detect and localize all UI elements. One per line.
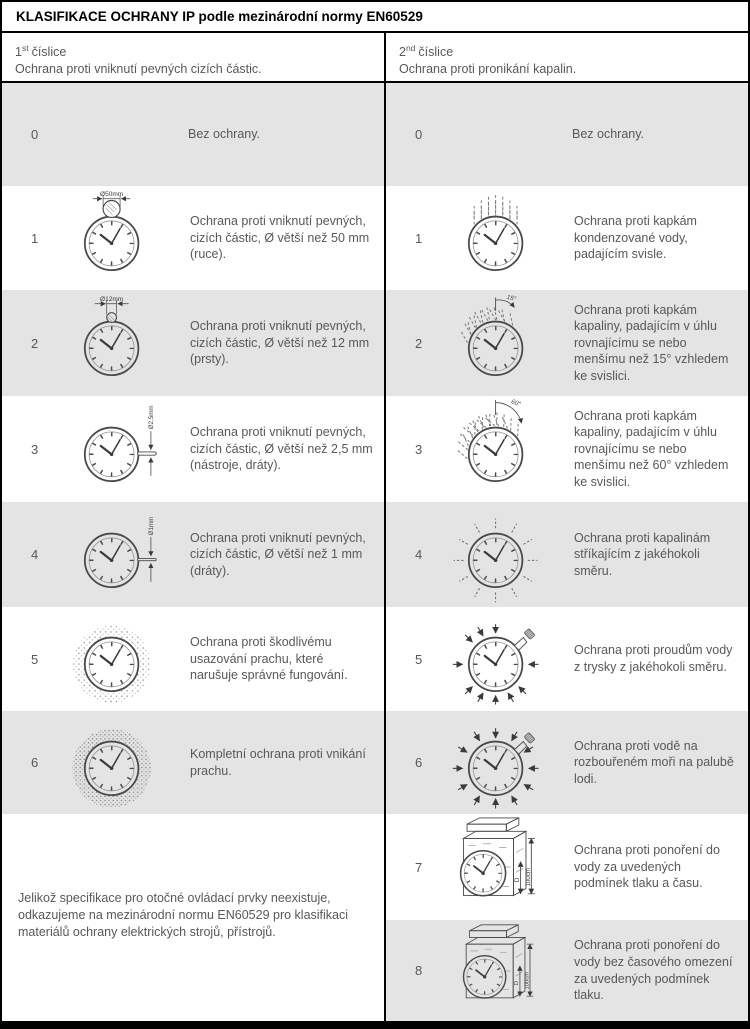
rating-number: 0: [31, 127, 39, 142]
rating-number: 3: [31, 441, 39, 457]
illustration-heavy-seas: [444, 713, 574, 813]
table-row: [2, 502, 384, 607]
clock-knob-icon: [60, 505, 190, 605]
rating-description: Ochrana proti kapkám kondenzované vody, padajícím svisle.: [574, 214, 697, 262]
height-label: 100cm: [524, 867, 532, 887]
clock-knob-icon: [444, 609, 574, 709]
angle-label: 60°: [510, 398, 522, 409]
rating-description: Ochrana proti vodě na rozbouřeném moři na palubě lodi.: [574, 738, 734, 786]
spray-nozzle-icon: [514, 629, 535, 651]
illustration-immersion: [444, 817, 574, 917]
column-subtitle: Ochrana proti pronikání kapalin.: [399, 62, 577, 77]
rating-number: 8: [415, 963, 423, 978]
table-row: [386, 502, 748, 607]
depth-label: D: [513, 877, 521, 883]
rating-description: Ochrana proti vniknutí pevných, cizích částic, Ø větší než 50 mm (ruce).: [190, 214, 370, 262]
table-row: [386, 290, 748, 396]
rating-number: 0: [415, 127, 423, 142]
dimension-label: Ø1mm: [148, 516, 156, 535]
table-row: [386, 396, 748, 502]
rating-description: Ochrana proti škodlivému usazování prachu, které narušuje správné fungování.: [190, 635, 348, 683]
clock-knob-icon: [60, 609, 190, 709]
illustration-vertical-drops: [444, 188, 574, 288]
clock-knob-icon: [444, 713, 574, 813]
test-rod-icon: [138, 452, 157, 455]
rating-description: Ochrana proti vniknutí pevných, cizích částic, Ø větší než 12 mm (prsty).: [190, 319, 370, 367]
table-row: [386, 186, 748, 290]
rating-number: 4: [415, 547, 423, 562]
page-title: KLASIFIKACE OCHRANY IP podle mezinárodní normy EN60529: [2, 2, 748, 33]
rating-description: Bez ochrany.: [188, 127, 261, 142]
table-row: [2, 711, 384, 814]
footnote: Jelikož specifikace pro otočné ovládací prvky neexistuje, odkazujeme na mezinárodní normu EN60529 pro klasifikaci materiálů ochrany elektrických strojů, přístrojů.: [2, 814, 384, 1021]
table-row: [386, 83, 748, 186]
clock-knob-icon: [444, 293, 574, 393]
clock-knob-icon: [60, 713, 190, 813]
rating-description: Ochrana proti ponoření do vody bez časového omezení za uvedených podmínek tlaku.: [574, 938, 733, 1003]
illustration-continuous-immersion: [444, 924, 574, 1018]
table-body: [2, 83, 748, 1021]
illustration-water-jets: [444, 609, 574, 709]
column-liquids: [386, 83, 748, 1021]
dimension-label: Ø12mm: [100, 295, 124, 303]
rating-number: 2: [31, 335, 39, 351]
test-rod-icon: [138, 558, 157, 560]
digit-heading: 2nd číslice: [399, 43, 454, 60]
water-tank-icon: [444, 817, 574, 917]
table-row: [2, 186, 384, 290]
header-second-digit: [386, 33, 748, 81]
rating-number: 1: [31, 230, 39, 246]
rating-description: Ochrana proti kapkám kapaliny, padajícím v úhlu rovnajícímu se nebo menšímu než 15° vzhledem ke svislici.: [574, 302, 729, 383]
rating-description: Ochrana proti proudům vody z trysky z jakéhokoli směru.: [574, 643, 733, 674]
header-first-digit: [2, 33, 386, 81]
rating-description: Ochrana proti ponoření do vody za uvedených podmínek tlaku a času.: [574, 843, 720, 891]
illustration-rod-2-5mm: [60, 399, 190, 499]
angle-label: 15°: [505, 293, 517, 303]
illustration-sphere-12mm: [60, 293, 190, 393]
digit-heading: 1st číslice: [15, 43, 67, 60]
clock-knob-icon: [444, 188, 574, 288]
rating-description: Bez ochrany.: [572, 127, 645, 142]
table-row: [2, 83, 384, 186]
rating-number: 2: [415, 335, 423, 351]
illustration-drops-15deg: [444, 293, 574, 393]
rating-number: 7: [415, 859, 423, 875]
rating-description: Ochrana proti vniknutí pevných, cizích částic, Ø větší než 1 mm (dráty).: [190, 530, 366, 578]
dimension-label: Ø2,5mm: [148, 405, 156, 430]
rating-description: Ochrana proti vniknutí pevných, cizích částic, Ø větší než 2,5 mm (nástroje, dráty).: [190, 425, 373, 473]
spray-nozzle-icon: [514, 732, 535, 754]
dimension-label: Ø50mm: [100, 190, 124, 198]
table-row: [2, 290, 384, 396]
clock-knob-icon: [444, 505, 574, 605]
rating-number: 6: [415, 755, 423, 770]
clock-knob-icon: [444, 399, 574, 499]
table-row: [386, 814, 748, 920]
rating-number: 5: [415, 651, 423, 667]
table-row: [2, 607, 384, 711]
rating-description: Kompletní ochrana proti vnikání prachu.: [190, 746, 366, 778]
test-sphere-icon: [103, 201, 120, 218]
table-header: [2, 33, 748, 83]
rating-number: 1: [415, 230, 423, 246]
rating-number: 5: [31, 651, 39, 667]
height-label: 100cm: [524, 971, 531, 989]
rating-number: 4: [31, 547, 39, 562]
clock-knob-icon: [60, 399, 190, 499]
illustration-dust-partial: [60, 609, 190, 709]
rating-description: Ochrana proti kapkám kapaliny, padajícím v úhlu rovnajícímu se nebo menšímu než 60° vzhledem ke svislici.: [574, 408, 729, 489]
depth-label: D: [514, 980, 521, 985]
illustration-dust-full: [60, 713, 190, 813]
column-solids: [2, 83, 386, 1021]
illustration-splash-all-directions: [444, 505, 574, 605]
illustration-sphere-50mm: [60, 188, 190, 288]
illustration-rod-1mm: [60, 505, 190, 605]
water-tank-icon: [444, 924, 574, 1018]
column-subtitle: Ochrana proti vniknutí pevných cizích částic.: [15, 62, 262, 77]
table-row: [2, 396, 384, 502]
rating-number: 3: [415, 441, 423, 457]
table-row: [386, 711, 748, 814]
table-row: [386, 607, 748, 711]
clock-knob-icon: [60, 188, 190, 288]
illustration-drops-60deg: [444, 399, 574, 499]
clock-knob-icon: [60, 293, 190, 393]
rating-description: Ochrana proti kapalinám stříkajícím z jakéhokoli směru.: [574, 530, 711, 578]
rating-number: 6: [31, 755, 39, 770]
table-row: [386, 920, 748, 1021]
